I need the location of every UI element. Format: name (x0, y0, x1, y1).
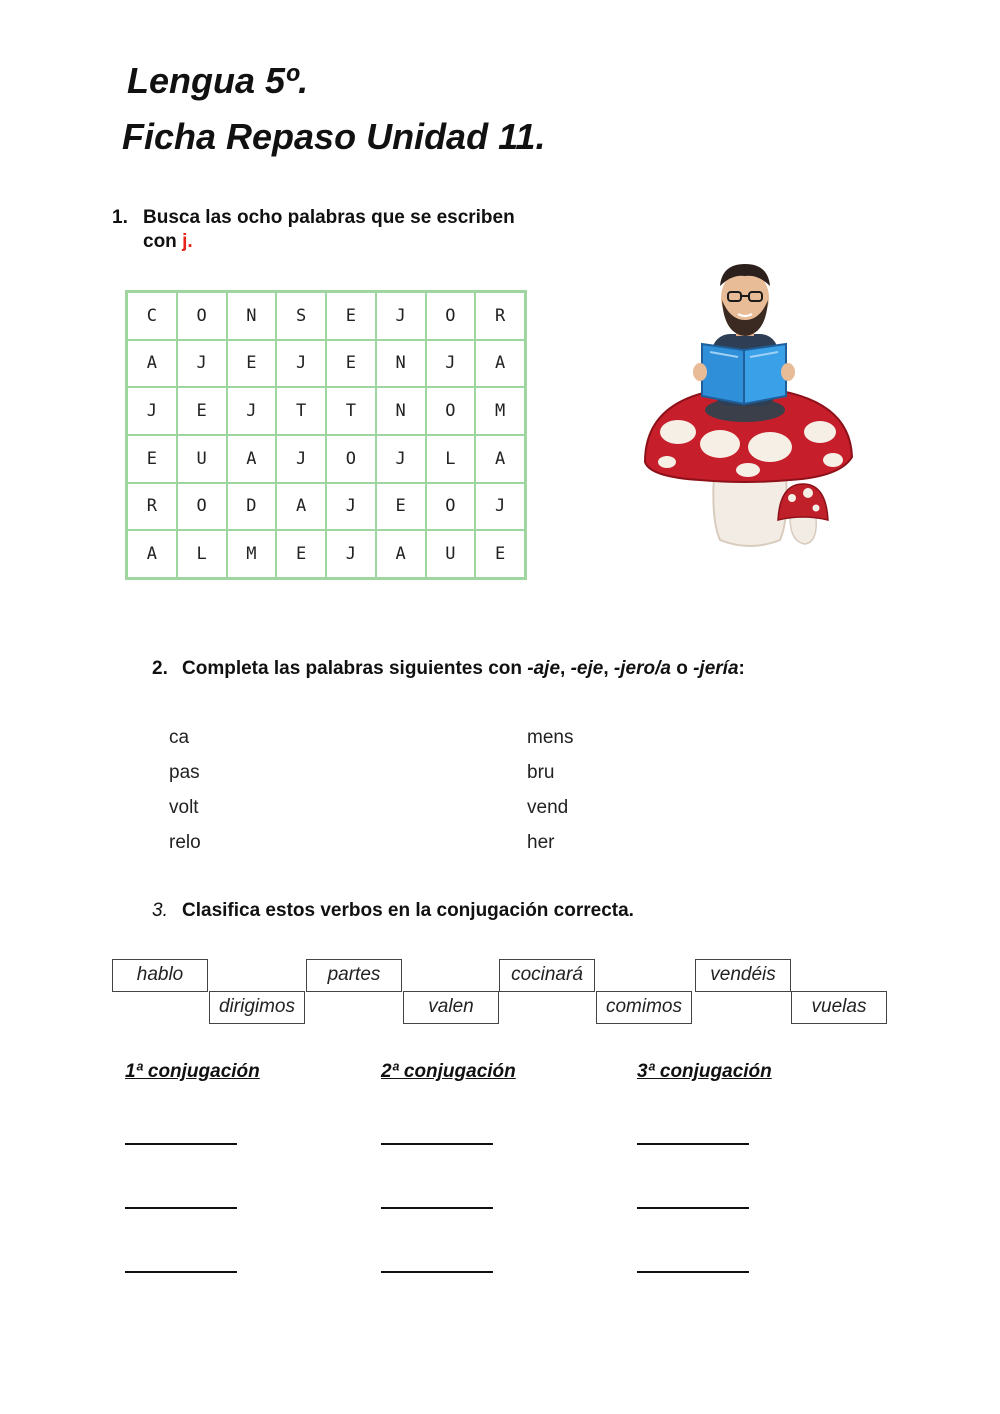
grid-cell[interactable]: J (276, 340, 326, 388)
grid-cell[interactable]: J (475, 483, 525, 531)
verb-box: hablo (112, 959, 208, 992)
grid-cell[interactable]: L (177, 530, 227, 578)
grid-cell[interactable]: N (376, 387, 426, 435)
grid-cell[interactable]: M (475, 387, 525, 435)
verb-box: vuelas (791, 991, 887, 1024)
grid-cell[interactable]: A (475, 435, 525, 483)
answer-blank[interactable] (381, 1271, 493, 1273)
grid-cell[interactable]: R (475, 292, 525, 340)
first-conjugation-heading: 1ª conjugación (125, 1061, 260, 1082)
grid-cell[interactable]: J (127, 387, 177, 435)
grid-cell[interactable]: O (326, 435, 376, 483)
answer-blank[interactable] (381, 1207, 493, 1209)
grid-cell[interactable]: E (475, 530, 525, 578)
q2-sep-1: , (560, 658, 571, 679)
answer-blank[interactable] (125, 1271, 237, 1273)
grid-cell[interactable]: J (326, 483, 376, 531)
verb-box: partes (306, 959, 402, 992)
word-stem: pas (169, 762, 200, 783)
grid-cell[interactable]: J (376, 292, 426, 340)
grid-cell[interactable]: J (326, 530, 376, 578)
grid-cell[interactable]: N (227, 292, 277, 340)
suffix-eje: -eje (570, 658, 604, 679)
third-conjugation-heading: 3ª conjugación (637, 1061, 772, 1082)
grid-cell[interactable]: J (227, 387, 277, 435)
grid-cell[interactable]: A (227, 435, 277, 483)
grid-cell[interactable]: S (276, 292, 326, 340)
word-stem: vend (527, 797, 569, 818)
grid-cell[interactable]: C (127, 292, 177, 340)
grid-cell[interactable]: A (376, 530, 426, 578)
grid-cell[interactable]: O (177, 292, 227, 340)
answer-blank[interactable] (125, 1143, 237, 1145)
q1-text-line-2 (143, 229, 193, 254)
grid-cell[interactable]: J (276, 435, 326, 483)
verb-box: vendéis (695, 959, 791, 992)
q1-number: 1. (112, 207, 128, 228)
q3-number: 3. (152, 900, 168, 921)
grid-cell[interactable]: N (376, 340, 426, 388)
word-stem: her (527, 832, 555, 853)
answer-blank[interactable] (637, 1271, 749, 1273)
grid-cell[interactable]: E (177, 387, 227, 435)
grid-cell[interactable]: E (376, 483, 426, 531)
q1-highlight-letter: j. (182, 231, 193, 252)
word-stem: bru (527, 762, 555, 783)
grid-cell[interactable]: O (177, 483, 227, 531)
grid-cell[interactable]: A (475, 340, 525, 388)
avatar-reading-on-mushroom-illustration (640, 262, 860, 552)
q1-text-line-1: Busca las ocho palabras que se escriben (143, 207, 515, 228)
word-stem: relo (169, 832, 201, 853)
grid-cell[interactable]: M (227, 530, 277, 578)
answer-blank[interactable] (125, 1207, 237, 1209)
word-stem: volt (169, 797, 199, 818)
grid-cell[interactable]: D (227, 483, 277, 531)
grid-cell[interactable]: T (326, 387, 376, 435)
answer-blank[interactable] (637, 1143, 749, 1145)
suffix-aje: -aje (527, 658, 561, 679)
q1-text-prefix: con (143, 231, 183, 252)
grid-cell[interactable]: J (426, 340, 476, 388)
grid-cell[interactable]: U (177, 435, 227, 483)
word-stem: mens (527, 727, 574, 748)
grid-cell[interactable]: O (426, 483, 476, 531)
q2-number: 2. (152, 658, 168, 679)
answer-blank[interactable] (637, 1207, 749, 1209)
grid-cell[interactable]: T (276, 387, 326, 435)
grid-cell[interactable]: O (426, 292, 476, 340)
q2-text-prefix: Completa las palabras siguientes con (182, 658, 528, 679)
title-line-2: Ficha Repaso Unidad 11. (122, 116, 546, 157)
q3-instruction: Clasifica estos verbos en la conjugación correcta. (182, 900, 634, 921)
grid-cell[interactable]: E (326, 292, 376, 340)
word-search-grid (125, 290, 527, 580)
grid-cell[interactable]: J (376, 435, 426, 483)
suffix-jeria: -jería (693, 658, 739, 679)
grid-cell[interactable]: O (426, 387, 476, 435)
q2-sep-2: , (603, 658, 614, 679)
grid-cell[interactable]: A (276, 483, 326, 531)
grid-cell[interactable]: U (426, 530, 476, 578)
q2-end: : (738, 658, 745, 679)
verb-box: dirigimos (209, 991, 305, 1024)
grid-cell[interactable]: R (127, 483, 177, 531)
title-line-1: Lengua 5º. (127, 60, 309, 101)
verb-box: valen (403, 991, 499, 1024)
second-conjugation-heading: 2ª conjugación (381, 1061, 516, 1082)
word-stem: ca (169, 727, 190, 748)
grid-cell[interactable]: A (127, 340, 177, 388)
grid-cell[interactable]: E (227, 340, 277, 388)
verb-box: comimos (596, 991, 692, 1024)
verb-box: cocinará (499, 959, 595, 992)
grid-cell[interactable]: A (127, 530, 177, 578)
grid-cell[interactable]: E (326, 340, 376, 388)
grid-cell[interactable]: E (127, 435, 177, 483)
answer-blank[interactable] (381, 1143, 493, 1145)
grid-cell[interactable]: E (276, 530, 326, 578)
grid-cell[interactable]: L (426, 435, 476, 483)
suffix-jero: -jero/a (613, 658, 671, 679)
grid-cell[interactable]: J (177, 340, 227, 388)
q2-instruction (182, 656, 745, 681)
q2-sep-3: o (670, 658, 694, 679)
